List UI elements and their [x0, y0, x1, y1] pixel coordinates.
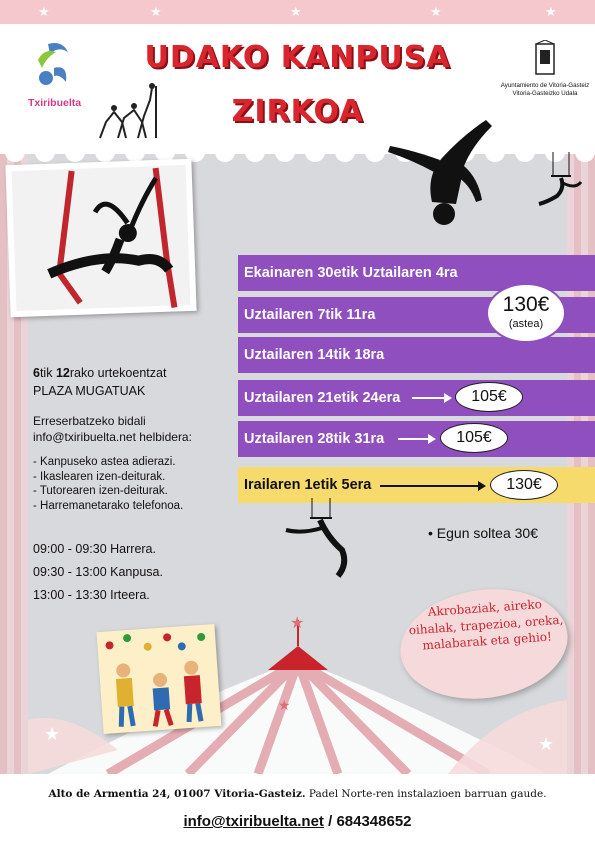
phone-number: 684348652: [336, 813, 412, 830]
requirements-list: [33, 455, 183, 513]
city-shield-icon: [532, 40, 558, 80]
age-max: 12: [55, 366, 70, 380]
star-icon: ★: [290, 4, 302, 19]
svg-text:★: ★: [278, 697, 291, 713]
contact-line: [0, 813, 595, 830]
list-item: - Ikaslearen izen-deiturak.: [33, 470, 166, 483]
star-icon: ★: [545, 4, 557, 19]
city-council-label: Ayuntamiento de Vitoria-Gasteiz Vitoria-Gasteizko Udala: [500, 82, 590, 97]
trapeze-silhouette: [535, 152, 585, 208]
separator: /: [323, 813, 337, 830]
schedule-label: Uztailaren 7tik 11ra: [244, 307, 376, 323]
schedule-label: Ekainaren 30etik Uztailaren 4ra: [244, 265, 458, 281]
arrow-icon: [398, 438, 434, 440]
aerial-silks-photo: [5, 159, 196, 317]
schedule-label: Uztailaren 28tik 31ra: [244, 431, 385, 447]
list-item: - Tutorearen izen-deiturak.: [33, 485, 168, 497]
address-rest: Padel Norte-ren instalazioen barruan gaude.: [305, 788, 547, 800]
list-item: - Harremanetarako telefonoa.: [33, 499, 184, 512]
schedule-week-3: [238, 337, 595, 373]
star-icon: ★: [430, 4, 442, 19]
footer: [0, 774, 595, 841]
place-name: PLAZA MUGATUAK: [33, 384, 146, 398]
weekly-price-badge: [486, 283, 566, 343]
time-row: 13:00 - 13:30 Irteera.: [33, 588, 150, 602]
timetable: [33, 538, 163, 607]
jugglers-illustration: [97, 624, 222, 734]
arrow-icon: [412, 397, 450, 399]
age-range: [33, 366, 166, 380]
email-link[interactable]: info@txiribuelta.net: [183, 813, 324, 830]
price-unit: (astea): [508, 318, 544, 330]
acrobat-silhouette: [382, 106, 500, 230]
age-min: 6: [33, 366, 40, 380]
arrow-icon: [380, 485, 484, 487]
address-bold: Alto de Armentia 24, 01007 Vitoria-Gasteiz.: [48, 788, 306, 800]
logo-text: Txiribuelta: [28, 97, 82, 109]
star-icon: ★: [150, 4, 162, 19]
signup-line1: Erreserbatzeko bidali: [33, 414, 146, 428]
age-text: tik: [39, 366, 56, 380]
trapeze-artist-silhouette: [282, 498, 354, 578]
schedule-label: Uztailaren 14tik 18ra: [244, 347, 385, 363]
price-oval: 105€: [440, 423, 508, 453]
price-oval: 105€: [455, 382, 523, 412]
svg-text:★: ★: [538, 734, 555, 754]
signup-line2: info@txiribuelta.net helbidera:: [33, 430, 192, 444]
schedule-label: Irailaren 1etik 5era: [244, 477, 372, 493]
price-value: 130€: [502, 293, 550, 316]
star-icon: ★: [38, 4, 50, 19]
single-day-price: • Egun soltea 30€: [428, 525, 538, 541]
schedule-label: Uztailaren 21etik 24era: [244, 390, 401, 406]
address: [0, 788, 595, 800]
scalloped-edge: [0, 144, 595, 162]
page-title: UDAKO KANPUSA: [144, 40, 451, 75]
list-item: - Kanpuseko astea adierazi.: [33, 456, 176, 468]
time-row: 09:30 - 13:00 Kanpusa.: [33, 565, 163, 579]
svg-text:★: ★: [290, 615, 305, 632]
time-row: 09:00 - 09:30 Harrera.: [33, 542, 156, 556]
svg-text:★: ★: [44, 724, 61, 744]
page-subtitle: ZIRKOA: [231, 94, 364, 129]
activities-text: Akrobaziak, aireko oihalak, trapezioa, oreka, malabarak eta gehio!: [408, 597, 564, 653]
right-stripes: [567, 154, 595, 774]
age-text: rako urtekoentzat: [69, 366, 167, 380]
price-oval: 130€: [490, 470, 558, 500]
